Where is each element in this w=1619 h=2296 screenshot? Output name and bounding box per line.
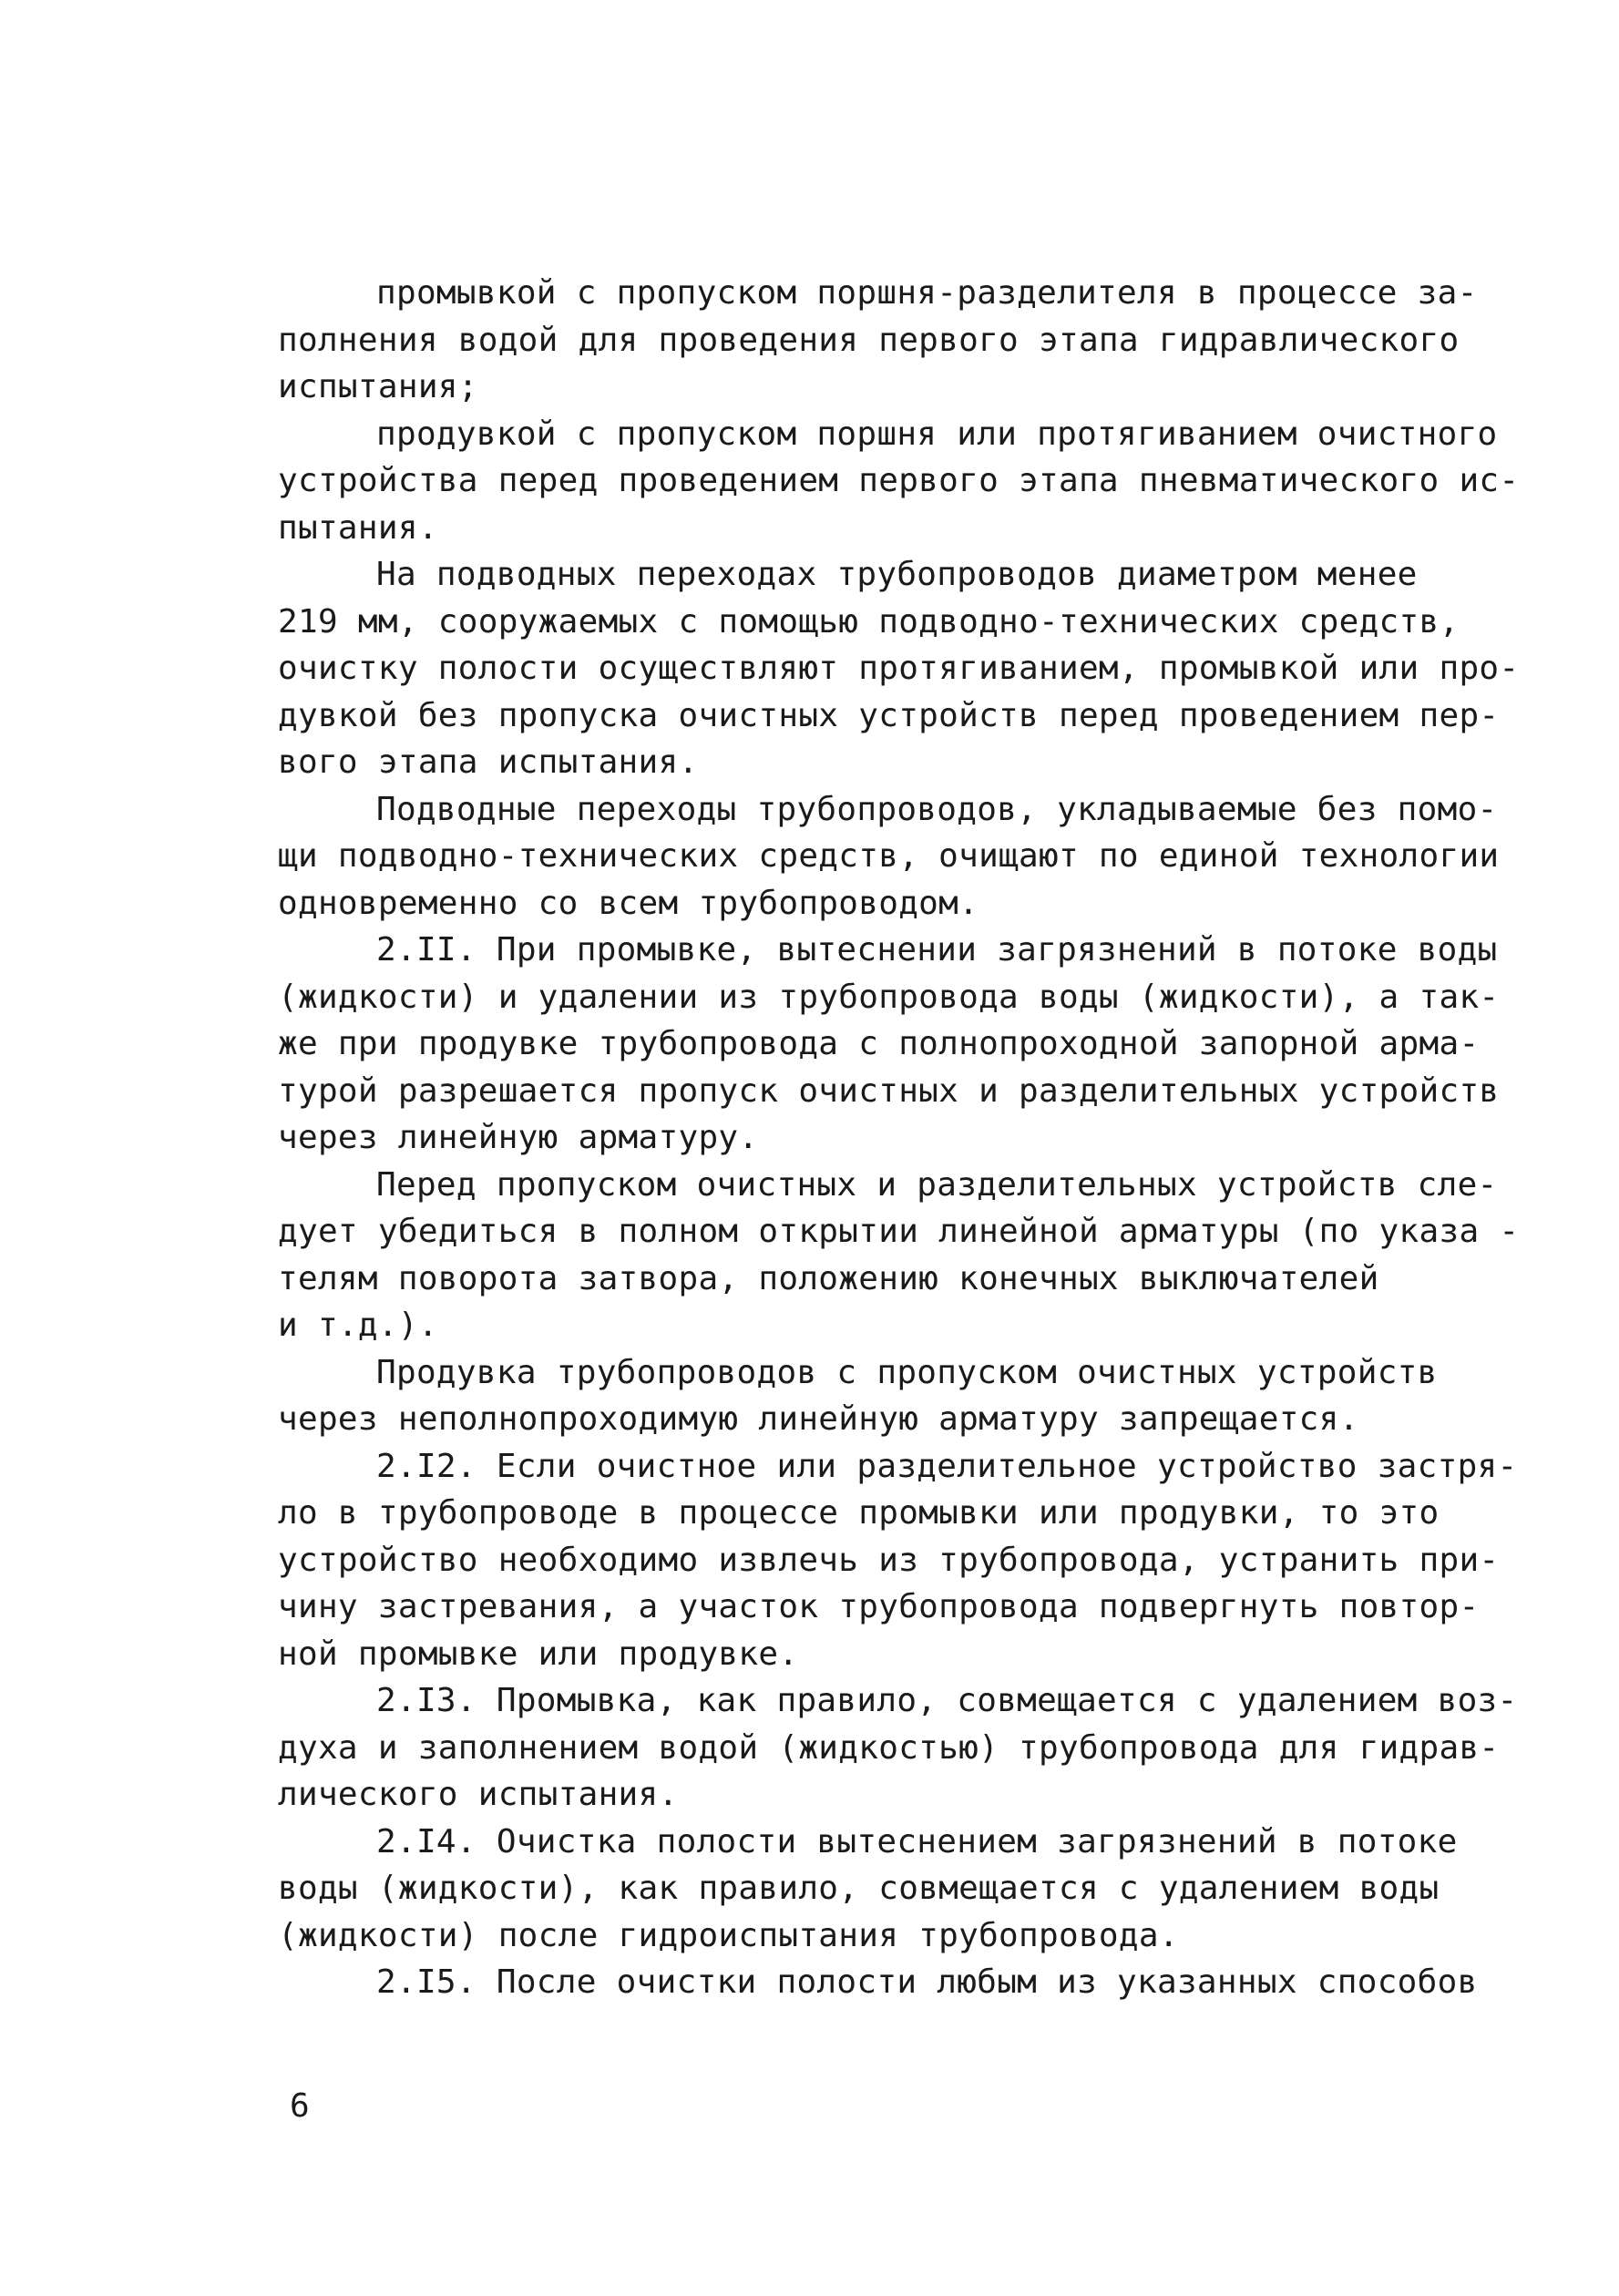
text-line: пытания. (278, 508, 438, 547)
text-line: 2.I3. Промывка, как правило, совмещается с удалением воз- (376, 1682, 1518, 1719)
text-line: через линейную арматуру. (278, 1119, 759, 1156)
text-line: ло в трубопроводе в процессе промывки или продувки, то это (278, 1494, 1440, 1532)
text-line: промывкой с пропуском поршня-разделителя в процессе за- (376, 274, 1478, 312)
text-line: турой разрешается пропуск очистных и разделительных устройств (278, 1071, 1500, 1110)
text-line: дует убедиться в полном открытии линейной арматуры (по указа - (278, 1213, 1520, 1250)
text-line: испытания; (278, 368, 478, 405)
text-line: 219 мм, сооружаемых с помощью подводно-технических средств, (278, 602, 1460, 641)
body-text (278, 270, 1520, 2006)
text-line: ной промывке или продувке. (278, 1635, 799, 1673)
text-line: чину застревания, а участок трубопровода подвергнуть повтор- (278, 1588, 1480, 1625)
text-line: Подводные переходы трубопроводов, укладываемые без помо- (376, 790, 1498, 828)
text-line: духа и заполнением водой (жидкостью) трубопровода для гидрав- (278, 1728, 1500, 1767)
text-line: и т.д.). (278, 1307, 438, 1344)
text-line: дувкой без пропуска очистных устройств перед проведением пер- (278, 696, 1500, 734)
text-line: (жидкости) и удалении из трубопровода воды (жидкости), а так- (278, 978, 1500, 1016)
text-line: (жидкости) после гидроиспытания трубопровода. (278, 1916, 1179, 1954)
text-line: Продувка трубопроводов с пропуском очистных устройств (376, 1353, 1438, 1391)
text-line: лического испытания. (278, 1776, 679, 1813)
text-line: телям поворота затвора, положению конечных выключателей (278, 1259, 1379, 1297)
text-line: 2.I5. После очистки полости любым из указанных способов (376, 1963, 1478, 2001)
text-line: щи подводно-технических средств, очищают по единой технологии (278, 837, 1500, 875)
text-line: одновременно со всем трубопроводом. (278, 884, 979, 922)
text-line: воды (жидкости), как правило, совмещается с удалением воды (278, 1870, 1440, 1907)
text-line: устройства перед проведением первого этапа пневматического ис- (278, 462, 1520, 499)
text-line: 2.II. При промывке, вытеснении загрязнений в потоке воды (376, 931, 1498, 969)
text-line: На подводных переходах трубопроводов диаметром менее (376, 556, 1418, 593)
text-line: полнения водой для проведения первого этапа гидравлического (278, 321, 1460, 359)
text-line: очистку полости осуществляют протягиванием, промывкой или про- (278, 650, 1520, 687)
text-line: вого этапа испытания. (278, 743, 699, 781)
text-line: 2.I4. Очистка полости вытеснением загрязнений в потоке (376, 1822, 1458, 1860)
text-line: устройство необходимо извлечь из трубопровода, устранить при- (278, 1541, 1500, 1579)
text-line: 2.I2. Если очистное или разделительное устройство застря- (376, 1447, 1518, 1485)
text-line: через неполнопроходимую линейную арматуру запрещается. (278, 1400, 1359, 1438)
page-number: 6 (290, 2087, 310, 2125)
text-line: Перед пропуском очистных и разделительных устройств сле- (376, 1165, 1498, 1204)
text-line: продувкой с пропуском поршня или протягиванием очистного (376, 415, 1498, 453)
text-line: же при продувке трубопровода с полнопроходной запорной арма- (278, 1025, 1480, 1062)
